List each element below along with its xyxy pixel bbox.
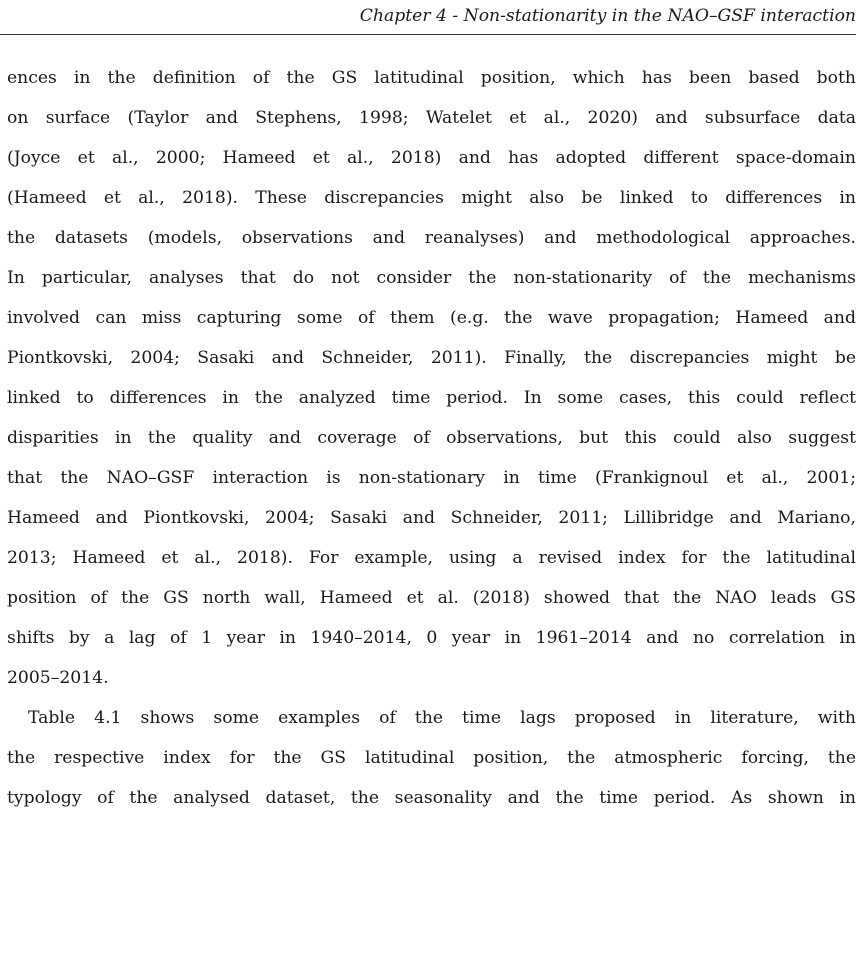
text-line: Hameed and Piontkovski, 2004; Sasaki and Schneider, 2011; Lillibridge and Mariano, [7,508,856,528]
text-line: shifts by a lag of 1 year in 1940–2014, 0 year in 1961–2014 and no correlation in [7,628,856,648]
text-line: 2013; Hameed et al., 2018). For example, using a revised index for the latitudinal [7,548,856,568]
text-line: linked to differences in the analyzed time period. In some cases, this could reflect [7,388,856,408]
text-line: ences in the definition of the GS latitudinal position, which has been based both [7,68,856,88]
text-line: involved can miss capturing some of them (e.g. the wave propagation; Hameed and [7,308,856,328]
running-header: Chapter 4 - Non-stationarity in the NAO–GSF interaction [359,6,856,26]
text-line: on surface (Taylor and Stephens, 1998; Watelet et al., 2020) and subsurface data [7,108,856,128]
paragraph-continued [7,58,856,698]
text-line: (Joyce et al., 2000; Hameed et al., 2018) and has adopted different space-domain [7,148,856,168]
text-line: disparities in the quality and coverage of observations, but this could also suggest [7,428,856,448]
body-text [7,58,856,818]
header-rule [0,34,856,35]
text-line: that the NAO–GSF interaction is non-stationary in time (Frankignoul et al., 2001; [7,468,856,488]
text-line: Table 4.1 shows some examples of the time lags proposed in literature, with [28,708,856,728]
text-line: typology of the analysed dataset, the seasonality and the time period. As shown in [7,788,856,808]
text-line: In particular, analyses that do not consider the non-stationarity of the mechanisms [7,268,856,288]
text-line: the respective index for the GS latitudinal position, the atmospheric forcing, the [7,748,856,768]
text-line: the datasets (models, observations and reanalyses) and methodological approaches. [7,228,856,248]
text-line: (Hameed et al., 2018). These discrepancies might also be linked to differences in [7,188,856,208]
text-line: Piontkovski, 2004; Sasaki and Schneider, 2011). Finally, the discrepancies might be [7,348,856,368]
text-line: 2005–2014. [7,668,109,688]
paragraph-table-intro [7,698,856,818]
text-line: position of the GS north wall, Hameed et al. (2018) showed that the NAO leads GS [7,588,856,608]
